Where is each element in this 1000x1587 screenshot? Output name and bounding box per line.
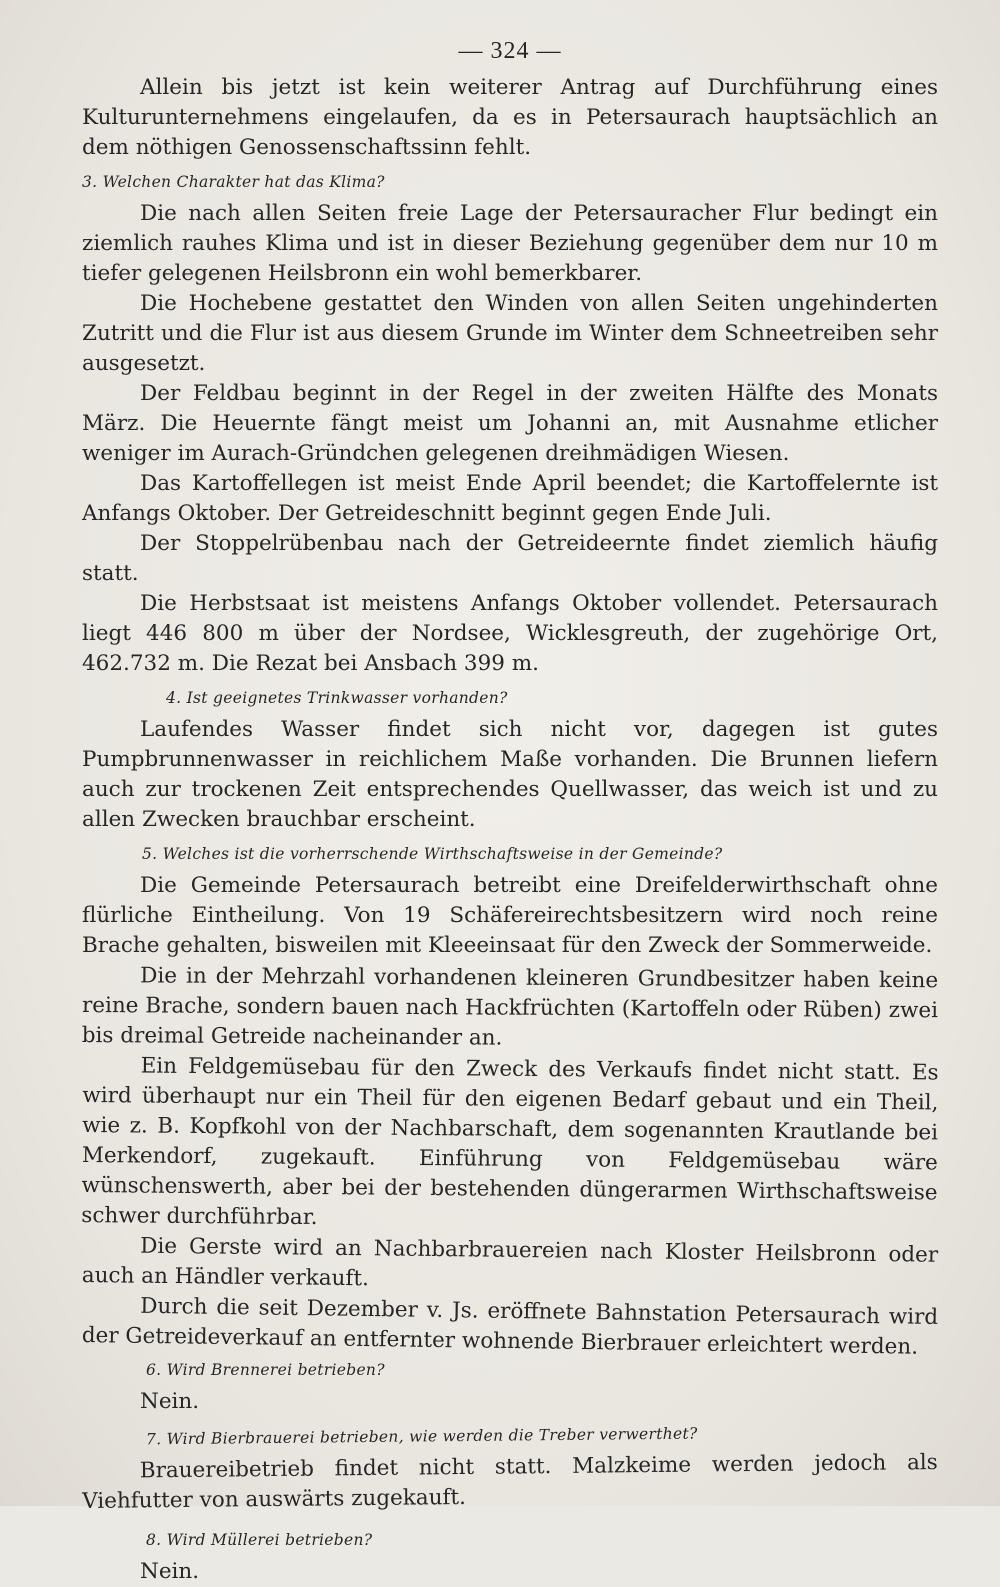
question-heading: 7. Wird Bierbrauerei betrieben, wie werden die Treber verwerthet?: [145, 1424, 698, 1449]
paragraph: Allein bis jetzt ist kein weiterer Antrag auf Durchführung eines Kulturunternehmens eingelaufen, da es in Petersaurach hauptsächlich an dem nöthigen Genossenschaftssinn fehlt.: [82, 75, 938, 160]
paragraph: Der Feldbau beginnt in der Regel in der zweiten Hälfte des Monats März. Die Heuernte fängt meist um Johanni an, mit Ausnahme etlicher weniger im Aurach-Gründchen gelegenen dreihmädigen Wiesen.: [82, 381, 938, 466]
paragraph: Die nach allen Seiten freie Lage der Petersauracher Flur bedingt ein ziemlich rauhes Klima und ist in dieser Beziehung gegenüber dem nur 10 m tiefer gelegenen Heilsbronn ein wohl bemerkbarer.: [82, 201, 938, 286]
paragraph: Die Herbstsaat ist meistens Anfangs Oktober vollendet. Petersaurach liegt 446 800 m über der Nordsee, Wicklesgreuth, der zugehörige Ort, 462.732 m. Die Rezat bei Ansbach 399 m.: [82, 591, 938, 676]
paragraph: Brauereibetrieb findet nicht statt. Malzkeime werden jedoch als Viehfutter von auswärts zugekauft.: [82, 1450, 938, 1514]
paragraph: Die Hochebene gestattet den Winden von allen Seiten ungehinderten Zutritt und die Flur ist aus diesem Grunde im Winter dem Schneetreiben sehr ausgesetzt.: [82, 291, 938, 376]
question-heading: 5. Welches ist die vorherrschende Wirthschaftsweise in der Gemeinde?: [142, 845, 723, 863]
answer: Nein.: [140, 1389, 200, 1414]
paragraph: Der Stoppelrübenbau nach der Getreideernte findet ziemlich häufig statt.: [82, 531, 938, 586]
question-heading: 8. Wird Müllerei betrieben?: [146, 1531, 373, 1549]
page-number: — 324 —: [458, 38, 562, 64]
answer: Nein.: [140, 1559, 200, 1584]
paragraph: Das Kartoffellegen ist meist Ende April beendet; die Kartoffelernte ist Anfangs Oktober. Der Getreideschnitt beginnt gegen Ende Juli.: [82, 471, 938, 526]
paragraph: Die Gemeinde Petersaurach betreibt eine Dreifelderwirthschaft ohne flürliche Eintheilung. Von 19 Schäfereirechtsbesitzern wird noch reine Brache gehalten, bisweilen mit Kleeeinsaat für den Zweck der Sommerweide.: [82, 873, 938, 958]
paragraph: Ein Feldgemüsebau für den Zweck des Verkaufs findet nicht statt. Es wird überhaupt nur ein Theil für den eigenen Bedarf gebaut und ein Theil, wie z. B. Kopfkohl von der Nachbarschaft, dem sogenannten Krautlande bei Merkendorf, zugekauft. Einführung von Feldgemüsebau wäre wünschenswerth, aber bei der bestehenden düngerarmen Wirthschaftsweise schwer durchführbar.: [81, 1053, 939, 1231]
paragraph: Die in der Mehrzahl vorhandenen kleineren Grundbesitzer haben keine reine Brache, sondern bauen nach Hackfrüchten (Kartoffeln oder Rüben) zwei bis dreimal Getreide nacheinander an.: [81, 963, 939, 1051]
paragraph: Die Gerste wird an Nachbarbrauereien nach Kloster Heilsbronn oder auch an Händler verkauft.: [81, 1233, 939, 1292]
question-heading: 4. Ist geeignetes Trinkwasser vorhanden?: [166, 689, 508, 707]
question-heading: 6. Wird Brennerei betrieben?: [146, 1361, 385, 1379]
paragraph: Durch die seit Dezember v. Js. eröffnete Bahnstation Petersaurach wird der Getreideverkauf an entfernter wohnende Bierbrauer erleichtert werden.: [81, 1293, 939, 1360]
paragraph: Laufendes Wasser findet sich nicht vor, dagegen ist gutes Pumpbrunnenwasser in reichlichem Maße vorhanden. Die Brunnen liefern auch zur trockenen Zeit entsprechendes Quellwasser, das weich ist und zu allen Zwecken brauchbar erscheint.: [82, 717, 938, 832]
page-content: [82, 38, 938, 1587]
question-heading: 3. Welchen Charakter hat das Klima?: [82, 173, 385, 191]
